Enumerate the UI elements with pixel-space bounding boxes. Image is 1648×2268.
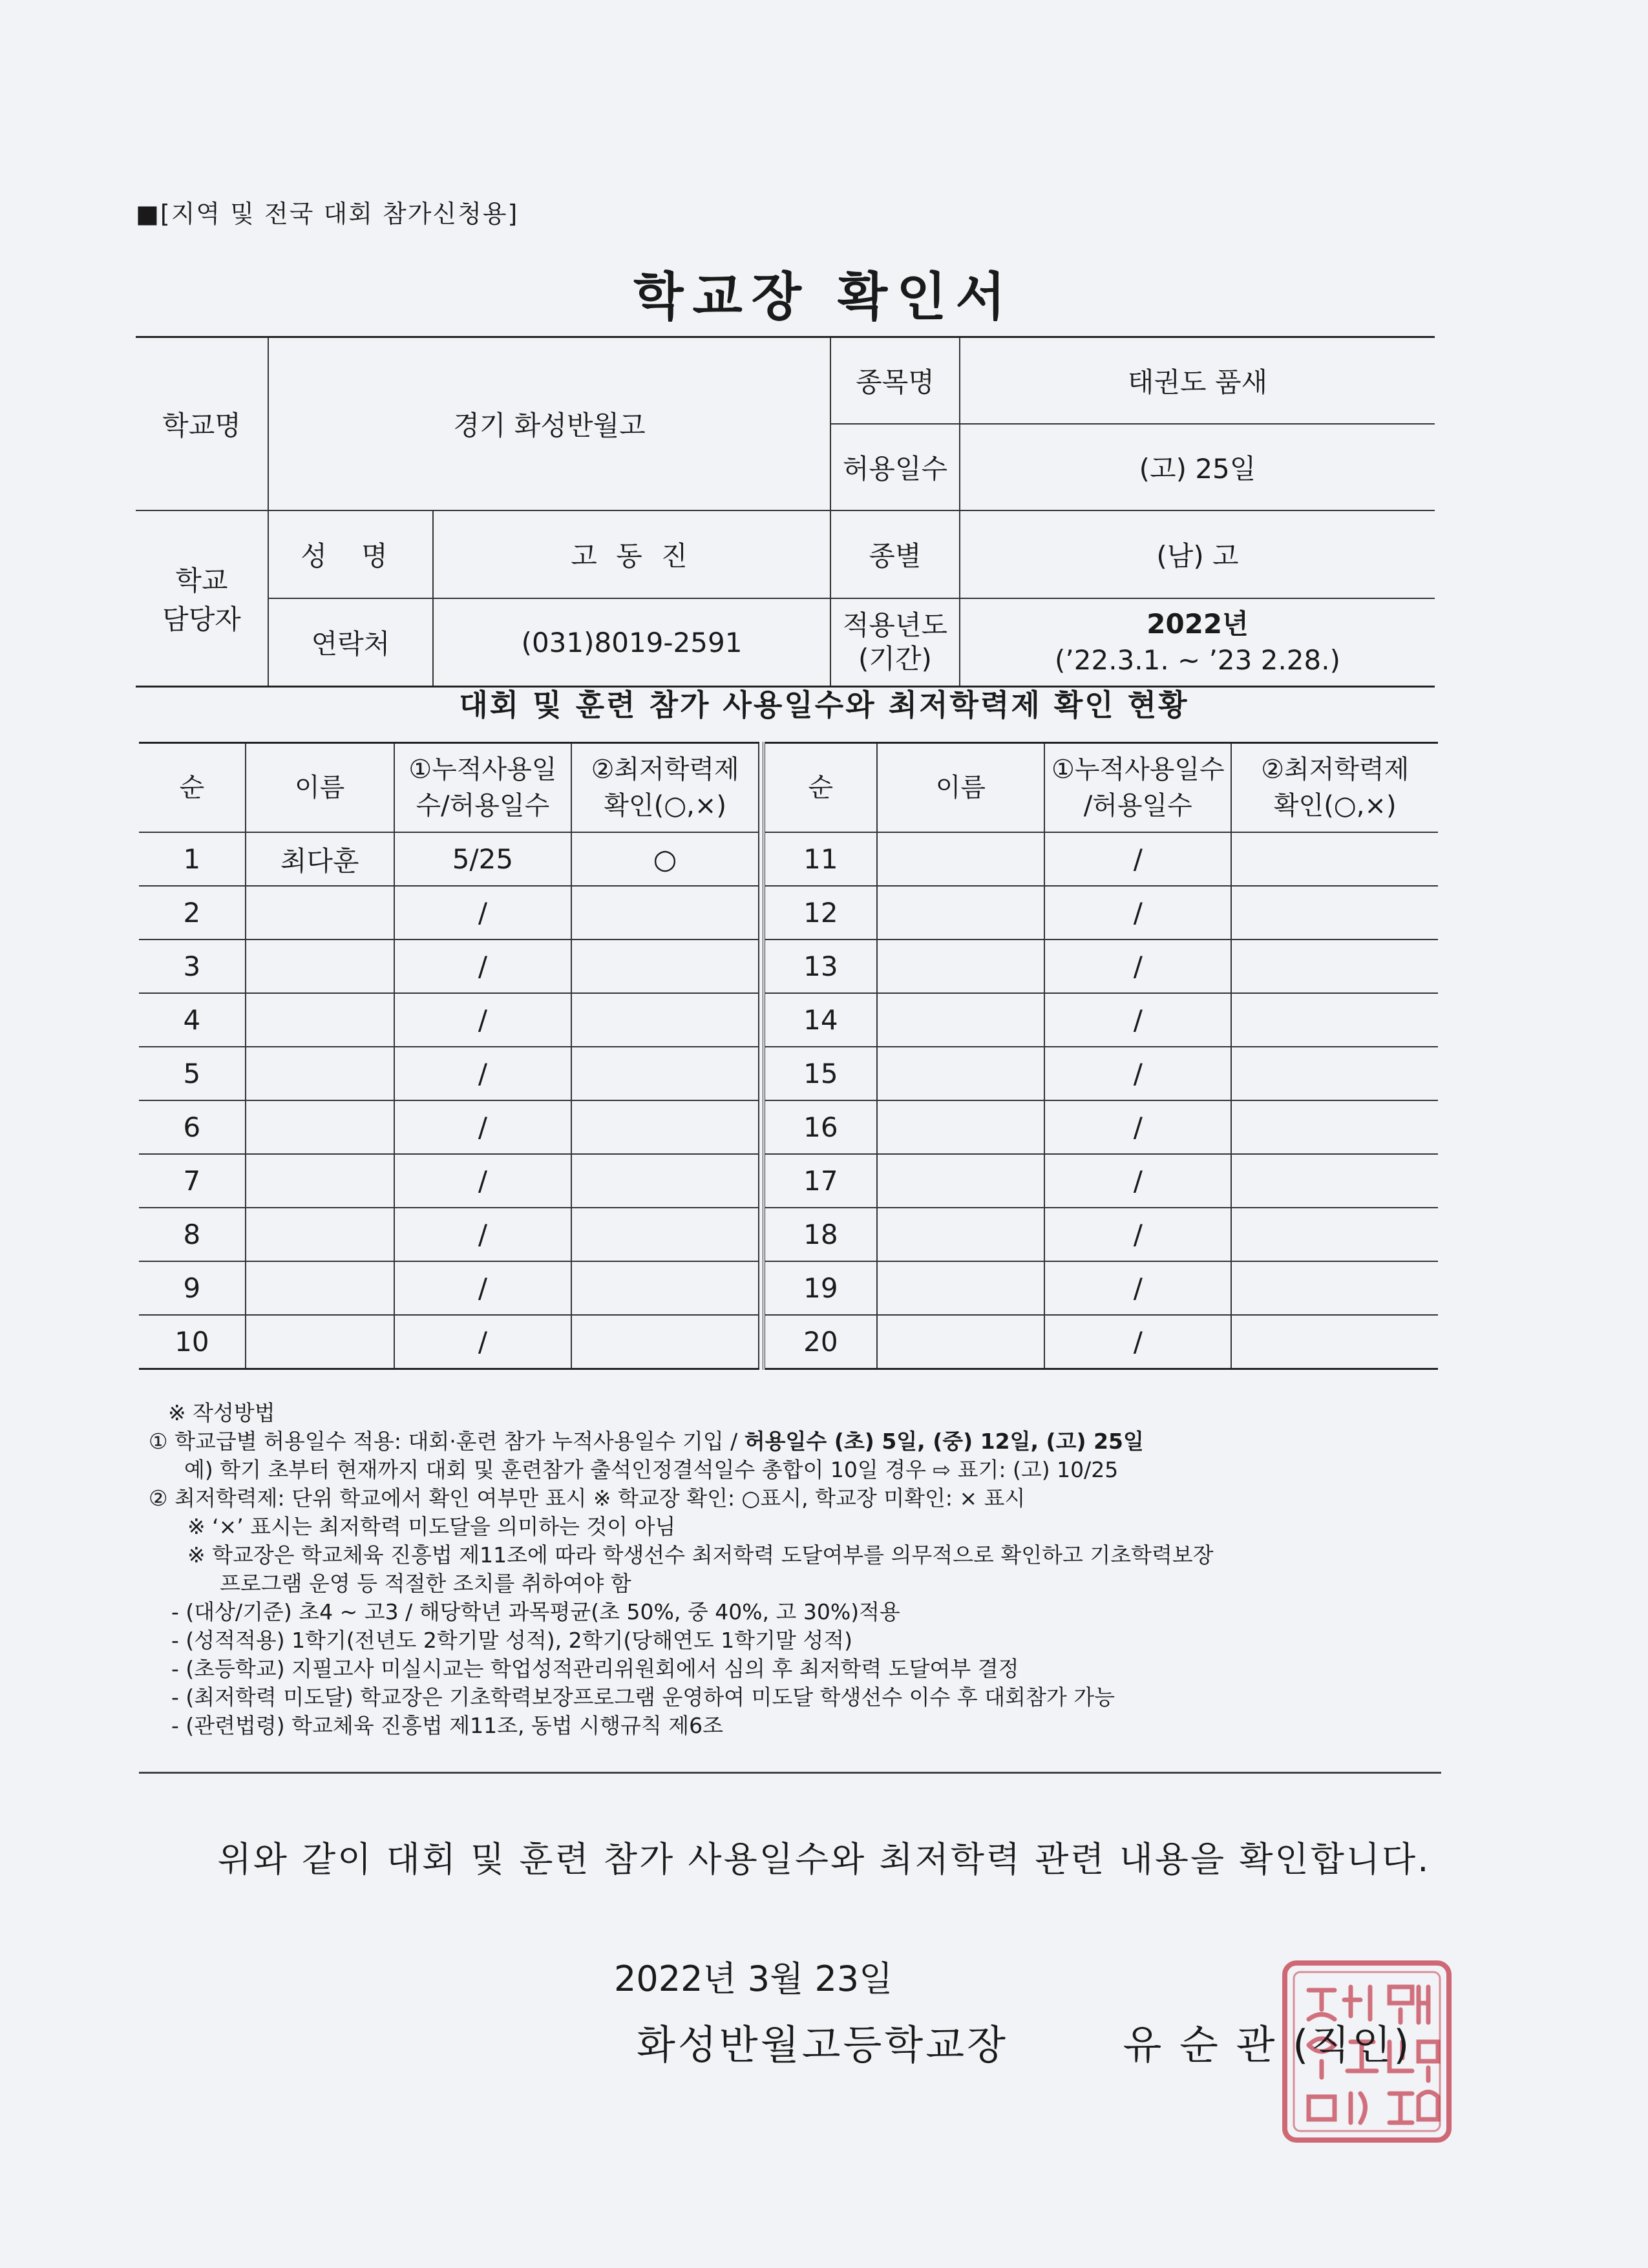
note-5: - (대상/기준) 초4 ~ 고3 / 해당학년 과목평균(초 50%, 중 40%, 고 30%)적용 <box>171 1599 900 1624</box>
row-name <box>246 1208 394 1261</box>
row-days: / <box>1044 1261 1231 1315</box>
row-days: / <box>1044 1047 1231 1100</box>
row-no: 10 <box>139 1315 246 1369</box>
row-check <box>1231 1047 1438 1100</box>
row-no: 3 <box>139 940 246 993</box>
info-table <box>136 336 1435 688</box>
row-no: 15 <box>764 1047 877 1100</box>
header-check-line2: 확인(○,×) <box>604 791 726 821</box>
row-no: 16 <box>764 1100 877 1154</box>
table-row <box>764 886 1438 940</box>
name-value: 고 동 진 <box>433 510 830 598</box>
year-value-line2: (’22.3.1. ~ ’23 2.28.) <box>1055 644 1340 676</box>
roster-table-left <box>139 742 759 1370</box>
note-9: - (관련법령) 학교체육 진흥법 제11조, 동법 시행규칙 제6조 <box>171 1713 723 1738</box>
note-1-bold: 허용일수 (초) 5일, (중) 12일, (고) 25일 <box>744 1429 1144 1454</box>
signer-line <box>637 2013 1411 2070</box>
seal-label: (직인) <box>1293 2021 1412 2068</box>
document-title: 학교장 확인서 <box>633 267 1015 327</box>
allowed-days-label: 허용일수 <box>830 424 960 510</box>
note-3: ※ ‘×’ 표시는 최저학력 미도달을 의미하는 것이 아님 <box>187 1514 676 1539</box>
row-no: 19 <box>764 1261 877 1315</box>
contact-value: (031)8019-2591 <box>433 598 830 687</box>
header-days <box>1044 743 1231 833</box>
header-name: 이름 <box>246 743 394 833</box>
year-value-line1: 2022년 <box>1146 608 1249 640</box>
confirmation-statement: 위와 같이 대회 및 훈련 참가 사용일수와 최저학력 관련 내용을 확인합니다. <box>217 1839 1431 1880</box>
row-days: / <box>394 993 572 1047</box>
row-no: 1 <box>139 832 246 886</box>
row-no: 18 <box>764 1208 877 1261</box>
row-no: 9 <box>139 1261 246 1315</box>
row-name <box>877 1208 1044 1261</box>
row-no: 12 <box>764 886 877 940</box>
header-days-line1: ①누적사용일수 <box>1051 755 1225 784</box>
year-label <box>830 598 960 687</box>
year-label-line2: (기간) <box>858 643 932 675</box>
row-days: / <box>1044 1154 1231 1208</box>
name-label: 성 명 <box>268 510 433 598</box>
allowed-days-value: (고) 25일 <box>960 424 1435 510</box>
row-check <box>1231 993 1438 1047</box>
row-check: ○ <box>571 832 759 886</box>
note-4-cont: 프로그램 운영 등 적절한 조치를 취하여야 함 <box>220 1571 631 1596</box>
row-days: / <box>394 1315 572 1369</box>
year-label-line1: 적용년도 <box>842 609 948 641</box>
row-days: / <box>394 1100 572 1154</box>
note-6: - (성적적용) 1학기(전년도 2학기말 성적), 2학기(당해연도 1학기말 성적) <box>171 1628 853 1653</box>
row-name <box>877 1261 1044 1315</box>
row-no: 13 <box>764 940 877 993</box>
signer-name: 유 순 관 <box>1123 2021 1278 2068</box>
note-4: ※ 학교장은 학교체육 진흥법 제11조에 따라 학생선수 최저학력 도달여부를 의무적으로 확인하고 기초학력보장 <box>187 1542 1214 1568</box>
note-7: - (초등학교) 지필고사 미실시교는 학업성적관리위원회에서 심의 후 최저학력 도달여부 결정 <box>171 1656 1019 1681</box>
row-name <box>877 1047 1044 1100</box>
table-row <box>139 940 759 993</box>
table-row <box>139 1261 759 1315</box>
row-days: / <box>394 1208 572 1261</box>
gender-value: (남) 고 <box>960 510 1435 598</box>
table-row <box>764 1047 1438 1100</box>
gender-label: 종별 <box>830 510 960 598</box>
row-name: 최다훈 <box>246 832 394 886</box>
row-no: 4 <box>139 993 246 1047</box>
writing-notes <box>149 1399 1454 1740</box>
table-row <box>139 886 759 940</box>
row-no: 17 <box>764 1154 877 1208</box>
header-days-line2: /허용일수 <box>1083 791 1192 821</box>
row-no: 8 <box>139 1208 246 1261</box>
table-row <box>139 1100 759 1154</box>
row-days: / <box>1044 832 1231 886</box>
header-check-line2: 확인(○,×) <box>1273 791 1397 821</box>
table-row <box>764 1315 1438 1369</box>
row-name <box>877 993 1044 1047</box>
row-days: / <box>394 940 572 993</box>
form-tag: ■[지역 및 전국 대회 참가신청용] <box>136 200 519 228</box>
school-label: 학교명 <box>136 337 268 511</box>
school-value: 경기 화성반월고 <box>268 337 830 511</box>
row-name <box>877 1100 1044 1154</box>
row-days: / <box>394 1047 572 1100</box>
row-name <box>246 1100 394 1154</box>
row-name <box>877 886 1044 940</box>
table-row <box>764 1154 1438 1208</box>
row-name <box>246 1315 394 1369</box>
row-name <box>246 940 394 993</box>
row-check <box>1231 886 1438 940</box>
issue-date: 2022년 3월 23일 <box>614 1958 893 1999</box>
row-check <box>571 1208 759 1261</box>
note-1-example: 예) 학기 초부터 현재까지 대회 및 훈련참가 출석인정결석일수 총합이 10일 경우 ⇨ 표기: (고) 10/25 <box>184 1457 1119 1482</box>
row-check <box>571 993 759 1047</box>
row-check <box>1231 1315 1438 1369</box>
row-no: 11 <box>764 832 877 886</box>
table-row <box>764 940 1438 993</box>
row-days: / <box>394 886 572 940</box>
table-row <box>764 1208 1438 1261</box>
year-value <box>960 598 1435 687</box>
row-check <box>571 1261 759 1315</box>
row-no: 14 <box>764 993 877 1047</box>
row-check <box>1231 940 1438 993</box>
header-days <box>394 743 572 833</box>
table-row <box>139 1154 759 1208</box>
roster-section-title: 대회 및 훈련 참가 사용일수와 최저학력제 확인 현황 <box>459 688 1189 722</box>
table-row <box>139 993 759 1047</box>
row-check <box>571 940 759 993</box>
row-name <box>246 1047 394 1100</box>
header-days-line2: 수/허용일수 <box>416 791 550 821</box>
row-name <box>877 1154 1044 1208</box>
row-name <box>246 886 394 940</box>
header-no: 순 <box>764 743 877 833</box>
row-days: / <box>1044 886 1231 940</box>
row-days: / <box>1044 993 1231 1047</box>
row-name <box>246 993 394 1047</box>
header-check-line1: ②최저학력제 <box>591 755 739 784</box>
event-label: 종목명 <box>830 337 960 425</box>
row-name <box>877 832 1044 886</box>
table-row <box>139 1315 759 1369</box>
note-1 <box>149 1427 1454 1456</box>
manager-label-line1: 학교 <box>175 565 228 596</box>
row-days: / <box>1044 1100 1231 1154</box>
row-no: 6 <box>139 1100 246 1154</box>
row-check <box>571 1047 759 1100</box>
row-check <box>571 1154 759 1208</box>
event-value: 태권도 품새 <box>960 337 1435 425</box>
notes-heading: ※ 작성방법 <box>168 1400 275 1425</box>
row-days: / <box>1044 940 1231 993</box>
row-check <box>1231 1100 1438 1154</box>
row-no: 5 <box>139 1047 246 1100</box>
row-name <box>246 1261 394 1315</box>
row-check <box>1231 1154 1438 1208</box>
note-2: ② 최저학력제: 단위 학교에서 확인 여부만 표시 ※ 학교장 확인: ○표시, 학교장 미확인: × 표시 <box>149 1486 1026 1511</box>
header-no: 순 <box>139 743 246 833</box>
row-days: / <box>394 1154 572 1208</box>
row-check <box>571 1315 759 1369</box>
note-1-text: ① 학교급별 허용일수 적용: 대회·훈련 참가 누적사용일수 기입 / <box>149 1429 745 1454</box>
table-row <box>764 993 1438 1047</box>
header-check <box>1231 743 1438 833</box>
header-days-line1: ①누적사용일 <box>408 755 557 784</box>
header-name: 이름 <box>877 743 1044 833</box>
row-name <box>246 1154 394 1208</box>
header-check <box>571 743 759 833</box>
table-row <box>139 832 759 886</box>
header-check-line1: ②최저학력제 <box>1261 755 1410 784</box>
row-name <box>877 1315 1044 1369</box>
table-row <box>764 832 1438 886</box>
row-days: 5/25 <box>394 832 572 886</box>
table-row <box>139 1047 759 1100</box>
row-check <box>1231 832 1438 886</box>
contact-label: 연락처 <box>268 598 433 687</box>
table-row <box>139 1208 759 1261</box>
table-row <box>764 1100 1438 1154</box>
divider <box>139 1772 1441 1774</box>
row-no: 20 <box>764 1315 877 1369</box>
row-check <box>571 1100 759 1154</box>
row-no: 2 <box>139 886 246 940</box>
row-days: / <box>1044 1208 1231 1261</box>
row-no: 7 <box>139 1154 246 1208</box>
row-days: / <box>394 1261 572 1315</box>
row-check <box>1231 1261 1438 1315</box>
signer-title: 화성반월고등학교장 <box>637 2021 1009 2068</box>
row-name <box>877 940 1044 993</box>
manager-label <box>136 510 268 687</box>
note-8: - (최저학력 미도달) 학교장은 기초학력보장프로그램 운영하여 미도달 학생선수 이수 후 대회참가 가능 <box>171 1685 1115 1710</box>
roster-table-right <box>763 742 1438 1370</box>
manager-label-line2: 담당자 <box>162 604 241 635</box>
row-check <box>571 886 759 940</box>
row-check <box>1231 1208 1438 1261</box>
row-days: / <box>1044 1315 1231 1369</box>
table-row <box>764 1261 1438 1315</box>
